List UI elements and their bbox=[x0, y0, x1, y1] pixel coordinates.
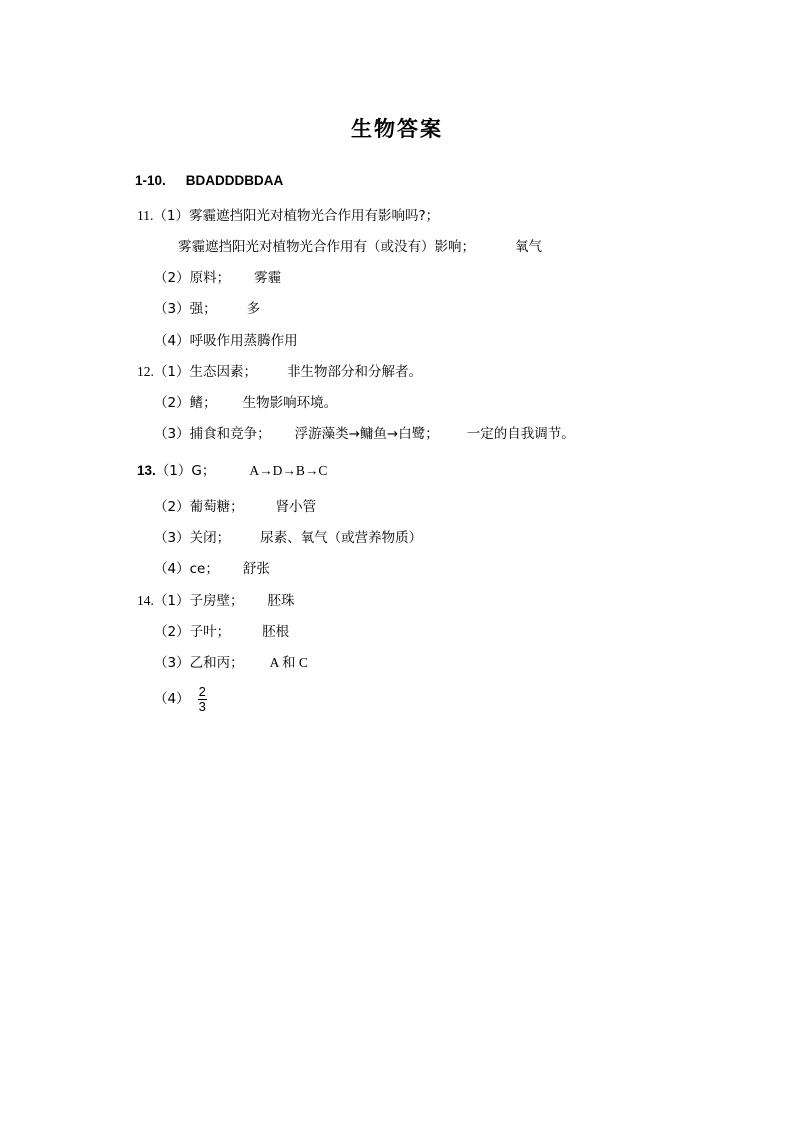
answer-line-12-1 bbox=[137, 363, 422, 381]
answer-line-13-4 bbox=[154, 560, 270, 578]
answer-line-11-1b bbox=[178, 238, 542, 256]
answer-text: 肾小管 bbox=[275, 499, 317, 515]
answer-line-14-4 bbox=[154, 682, 207, 716]
answer-text: A 和 C bbox=[269, 655, 308, 670]
answer-line-14-3 bbox=[154, 654, 308, 672]
answer-line-11-4 bbox=[154, 332, 298, 350]
question-number: 11. bbox=[137, 208, 154, 223]
answer-text: （2）原料； bbox=[154, 270, 231, 286]
answer-line-14-2 bbox=[154, 623, 289, 641]
fraction-denominator: 3 bbox=[198, 698, 206, 714]
answer-text: （4）ce； bbox=[154, 561, 219, 577]
answer-line-1-10 bbox=[135, 172, 283, 190]
answer-text: 多 bbox=[246, 301, 261, 317]
answer-text: 胚珠 bbox=[267, 593, 295, 609]
answer-line-13-2 bbox=[154, 498, 316, 516]
answer-text: （1）子房壁； bbox=[153, 593, 244, 609]
answer-line-14-1 bbox=[137, 592, 294, 610]
question-number: 14. bbox=[137, 593, 154, 608]
answer-text: （3）强； bbox=[154, 301, 217, 317]
answer-line-13-1 bbox=[137, 462, 327, 480]
question-number: 12. bbox=[137, 364, 154, 379]
answer-text: 尿素、氧气（或营养物质） bbox=[260, 530, 423, 546]
answer-text: （2）葡萄糖； bbox=[154, 499, 244, 515]
answer-text: （1）G； bbox=[155, 463, 216, 479]
answer-line-11-3 bbox=[154, 300, 260, 318]
answer-text: （3）关闭； bbox=[154, 530, 231, 546]
answer-line-11-2 bbox=[154, 269, 281, 287]
fraction bbox=[198, 685, 207, 714]
question-number: 1-10. bbox=[135, 173, 166, 188]
question-number: 13. bbox=[137, 463, 156, 478]
answer-line-13-3 bbox=[154, 529, 422, 547]
answer-text: （1）生态因素； bbox=[153, 364, 257, 380]
answer-text: 浮游藻类→鳙鱼→白鹭； bbox=[294, 426, 439, 442]
answer-text: 生物影响环境。 bbox=[242, 395, 338, 411]
answer-line-12-3 bbox=[154, 425, 575, 443]
fraction-numerator: 2 bbox=[198, 683, 206, 699]
page-title: 生物答案 bbox=[351, 117, 443, 141]
answer-text: 氧气 bbox=[515, 239, 542, 255]
answer-text: 雾霾遮挡阳光对植物光合作用有（或没有）影响； bbox=[178, 239, 475, 255]
answer-text: A→D→B→C bbox=[249, 463, 328, 478]
answer-text: （2）鳍； bbox=[154, 395, 217, 411]
answer-text: （3）乙和丙； bbox=[154, 655, 244, 671]
answer-text: 雾霾 bbox=[254, 270, 282, 286]
answer-text: 非生物部分和分解者。 bbox=[286, 364, 422, 380]
answer-text: 胚根 bbox=[262, 624, 290, 640]
answer-text: 舒张 bbox=[242, 561, 270, 577]
answer-text: （4） bbox=[154, 691, 190, 707]
answer-line-11-1 bbox=[137, 207, 439, 225]
answer-text: （1）雾霾遮挡阳光对植物光合作用有影响吗?； bbox=[153, 208, 440, 224]
answer-text: （2）子叶； bbox=[154, 624, 231, 640]
answer-line-12-2 bbox=[154, 394, 337, 412]
answer-text: BDADDDBDAA bbox=[185, 173, 284, 188]
answer-text: （4）呼吸作用蒸腾作用 bbox=[154, 333, 298, 349]
answer-text: （3）捕食和竞争； bbox=[154, 426, 271, 442]
answer-text: 一定的自我调节。 bbox=[466, 426, 575, 442]
